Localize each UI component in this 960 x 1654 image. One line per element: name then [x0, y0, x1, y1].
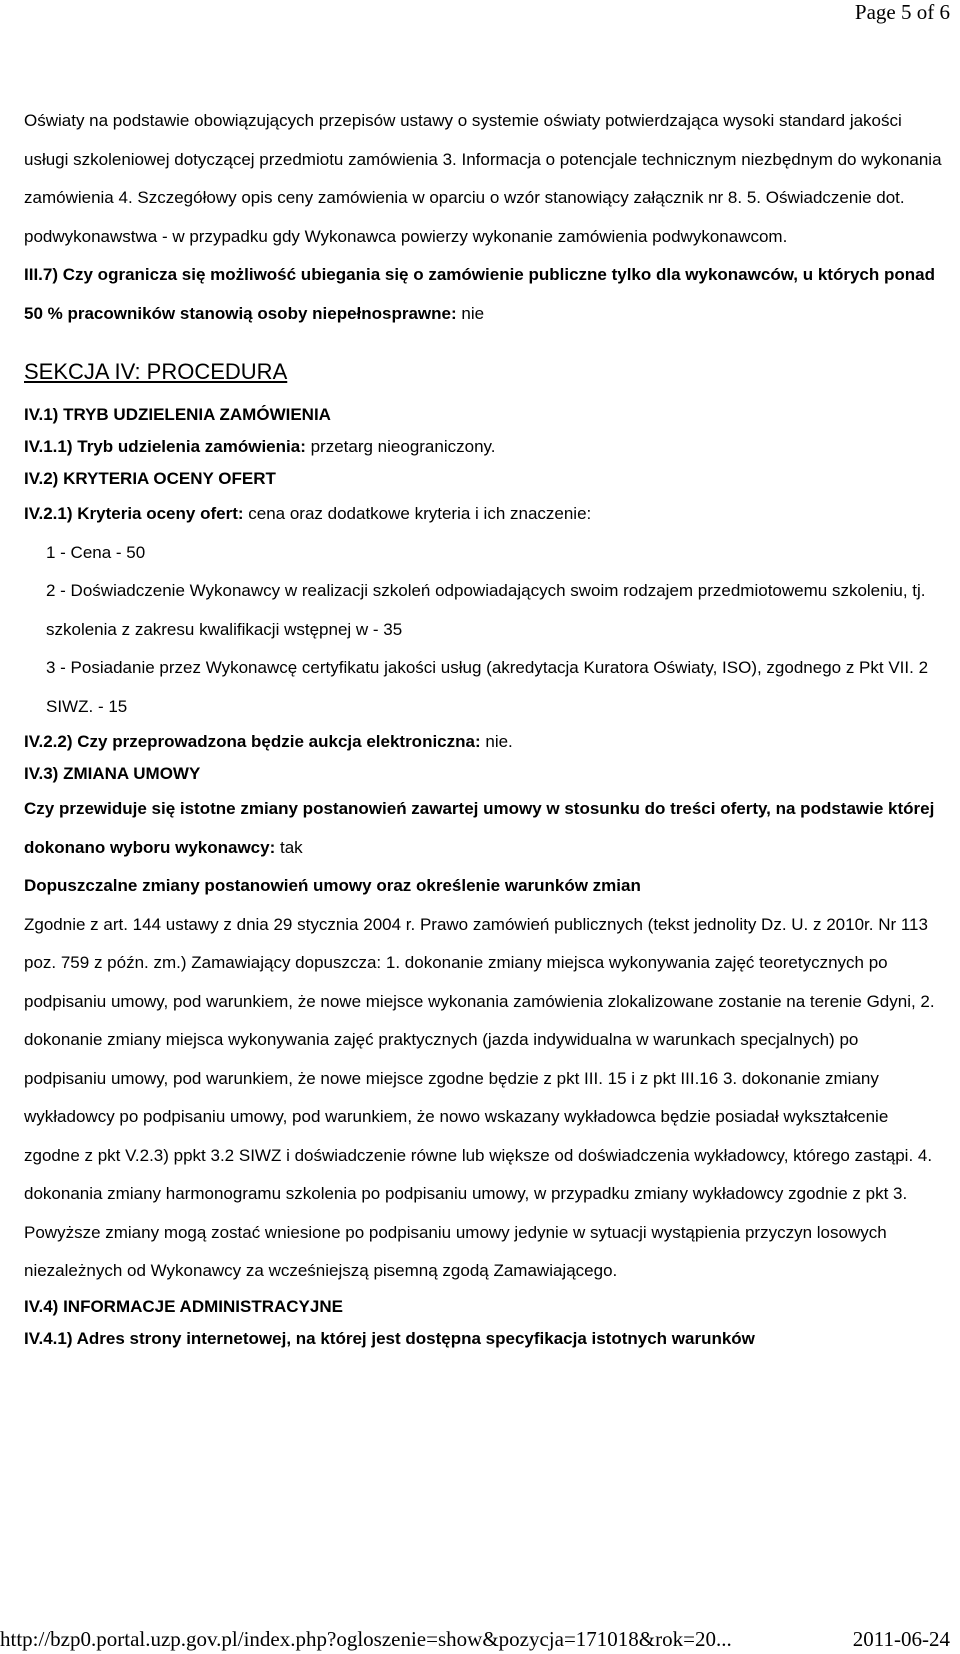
- document-body: [24, 102, 944, 1355]
- iv3-changes-label: Dopuszczalne zmiany postanowień umowy oraz określenie warunków zmian: [24, 876, 641, 895]
- row-iv3-question: [24, 790, 944, 867]
- criterion-2: 2 - Doświadczenie Wykonawcy w realizacji szkoleń odpowiadających swoim rodzajem przedmiotowemu szkoleniu, tj. szkolenia z zakresu kwalifikacji wstępnej w - 35: [46, 581, 926, 639]
- footer-date: 2011-06-24: [852, 1627, 950, 1651]
- iv11-label: IV.1.1) Tryb udzielenia zamówienia:: [24, 437, 306, 456]
- iv41-label: IV.4.1) Adres strony internetowej, na której jest dostępna specyfikacja istotnych warunków: [24, 1328, 755, 1348]
- row-iv11: [24, 431, 944, 463]
- footer-url: http://bzp0.portal.uzp.gov.pl/index.php?ogloszenie=show&pozycja=171018&rok=20...: [0, 1627, 732, 1651]
- heading-iv2: [24, 463, 944, 495]
- paragraph-iv3-changes: Zgodnie z art. 144 ustawy z dnia 29 stycznia 2004 r. Prawo zamówień publicznych (tekst jednolity Dz. U. z 2010r. Nr 113 poz. 759 z późn. zm.) Zamawiający dopuszcza: 1. dokonanie zmiany miejsca wykonywania zajęć teoretycznych po podpisaniu umowy, pod warunkiem, że nowe miejsce wykonania zamówienia zlokalizowane zostanie na terenie Gdyni, 2. dokonanie zmiany miejsca wykonywania zajęć praktycznych (jazda indywidualna w warunkach specjalnych) po podpisaniu umowy, pod warunkiem, że nowe miejsce zgodne będzie z pkt III. 15 i z pkt III.16 3. dokonanie zmiany wykładowcy po podpisaniu umowy, pod warunkiem, że nowo wskazany wykładowca będzie posiadał wykształcenie zgodne z pkt V.2.3) ppkt 3.2 SIWZ i doświadczenie równe lub większe od doświadczenia wykładowcy, którego zastąpi. 4. dokonania zmiany harmonogramu szkolenia po podpisaniu umowy, w przypadku zmiany wykładowcy zgodnie z pkt 3. Powyższe zmiany mogą zostać wniesione po podpisaniu umowy jedynie w sytuacji wystąpienia przyczyn losowych niezależnych od Wykonawcy za wcześniejszą pisemną zgodą Zamawiającego.: [24, 914, 935, 1280]
- iv22-value: nie.: [485, 732, 513, 751]
- iv4-text: IV.4) INFORMACJE ADMINISTRACYJNE: [24, 1296, 343, 1316]
- row-iv21: [24, 495, 944, 534]
- paragraph-documents: Oświaty na podstawie obowiązujących przepisów ustawy o systemie oświaty potwierdzająca wysoki standard jakości usługi szkoleniowej dotyczącej przedmiotu zamówienia 3. Informacja o potencjale technicznym niezbędnym do wykonania zamówienia 4. Szczegółowy opis ceny zamówienia w oparciu o wzór stanowiący załącznik nr 8. 5. Oświadczenie dot. podwykonawstwa - w przypadku gdy Wykonawca powierzy wykonanie zamówienia podwykonawcom.: [24, 111, 942, 246]
- iv11-value: przetarg nieograniczony.: [310, 437, 496, 456]
- iv21-label: IV.2.1) Kryteria oceny ofert:: [24, 504, 244, 523]
- section-iii7: [24, 256, 944, 333]
- iv2-text: IV.2) KRYTERIA OCENY OFERT: [24, 469, 276, 488]
- heading-iv3: [24, 758, 944, 790]
- iv1-text: IV.1) TRYB UDZIELENIA ZAMÓWIENIA: [24, 405, 331, 424]
- row-iv3-changes-label: [24, 867, 944, 906]
- iv3-question-label: Czy przewiduje się istotne zmiany postanowień zawartej umowy w stosunku do treści oferty, na podstawie której dokonano wyboru wykonawcy:: [24, 799, 935, 857]
- heading-iv1: [24, 399, 944, 431]
- iii7-value: nie: [461, 303, 485, 323]
- heading-iv4: [24, 1291, 944, 1323]
- page-number: Page 5 of 6: [854, 0, 950, 24]
- row-iv22: [24, 726, 944, 758]
- iv22-label: IV.2.2) Czy przeprowadzona będzie aukcja elektroniczna:: [24, 732, 481, 751]
- section-title: SEKCJA IV: PROCEDURA: [24, 359, 288, 384]
- criterion-3: 3 - Posiadanie przez Wykonawcę certyfikatu jakości usług (akredytacja Kuratora Oświaty, ISO), zgodnego z Pkt VII. 2 SIWZ. - 15: [46, 658, 929, 716]
- criterion-1: 1 - Cena - 50: [46, 542, 146, 562]
- iv3-text: IV.3) ZMIANA UMOWY: [24, 764, 201, 783]
- row-iv41: [24, 1323, 944, 1355]
- iii7-label: III.7) Czy ogranicza się możliwość ubiegania się o zamówienie publiczne tylko dla wykonawców, u których ponad 50 % pracowników stanowią osoby niepełnosprawne:: [24, 265, 935, 323]
- iv3-question-value: tak: [280, 837, 303, 857]
- iv21-value: cena oraz dodatkowe kryteria i ich znaczenie:: [248, 504, 592, 523]
